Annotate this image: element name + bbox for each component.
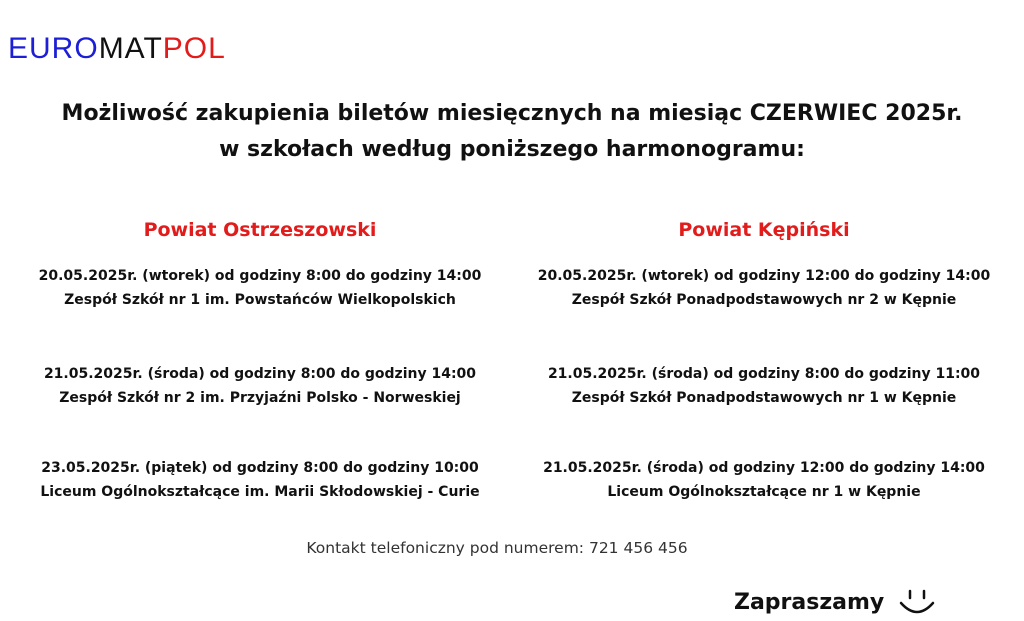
entry-school: Zespół Szkół Ponadpodstawowych nr 1 w Kępnie — [571, 390, 957, 406]
schedule-entry — [0, 264, 520, 312]
smiley-icon — [898, 588, 936, 618]
logo-part-pol: POL — [162, 32, 226, 65]
schedule-entry — [0, 456, 520, 504]
entry-datetime: 20.05.2025r. (wtorek) od godziny 12:00 do godziny 14:00 — [537, 268, 991, 284]
entry-datetime: 21.05.2025r. (środa) od godziny 12:00 do godziny 14:00 — [543, 460, 985, 476]
closing-text: Zapraszamy — [734, 590, 885, 615]
entry-school: Zespół Szkół nr 1 im. Powstańców Wielkopolskich — [64, 292, 456, 308]
contact-phone: Kontakt telefoniczny pod numerem: 721 456 456 — [306, 539, 688, 557]
entry-datetime: 23.05.2025r. (piątek) od godziny 8:00 do godziny 10:00 — [41, 460, 479, 476]
entry-school: Zespół Szkół nr 2 im. Przyjaźni Polsko - Norweskiej — [59, 390, 461, 406]
logo-part-euro: EURO — [8, 32, 99, 65]
closing-greeting — [734, 586, 936, 620]
entry-school: Liceum Ogólnokształcące nr 1 w Kępnie — [607, 484, 921, 500]
schedule-entry — [504, 264, 1024, 312]
brand-logo — [8, 31, 226, 67]
entry-datetime: 21.05.2025r. (środa) od godziny 8:00 do godziny 14:00 — [43, 366, 477, 382]
headline-line-2: w szkołach według poniższego harmonogramu: — [219, 137, 805, 162]
column-title: Powiat Kępiński — [678, 219, 850, 241]
entry-datetime: 20.05.2025r. (wtorek) od godziny 8:00 do godziny 14:00 — [38, 268, 482, 284]
schedule-entry — [504, 456, 1024, 504]
schedule-entry — [504, 362, 1024, 410]
logo-part-mat: MAT — [98, 32, 163, 65]
entry-datetime: 21.05.2025r. (środa) od godziny 8:00 do godziny 11:00 — [547, 366, 981, 382]
entry-school: Zespół Szkół Ponadpodstawowych nr 2 w Kępnie — [571, 292, 957, 308]
column-title: Powiat Ostrzeszowski — [143, 219, 377, 241]
entry-school: Liceum Ogólnokształcące im. Marii Skłodowskiej - Curie — [40, 484, 480, 500]
headline-line-1: Możliwość zakupienia biletów miesięcznych na miesiąc CZERWIEC 2025r. — [61, 101, 963, 126]
schedule-entry — [0, 362, 520, 410]
